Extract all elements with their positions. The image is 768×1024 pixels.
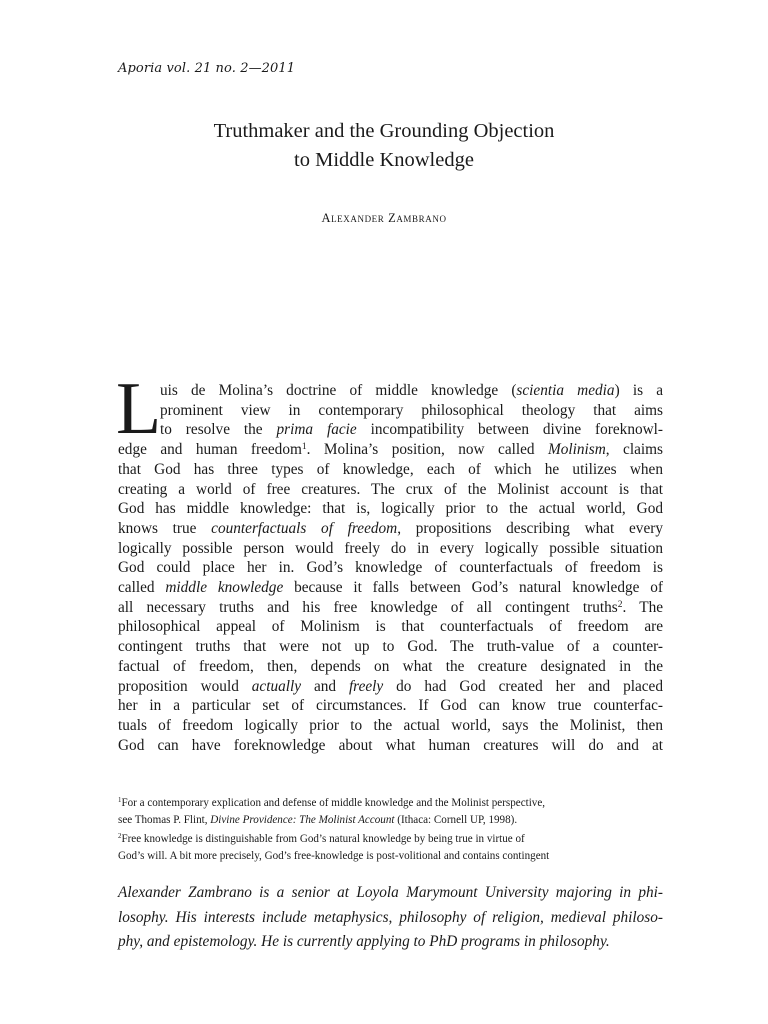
body-line: edge and human freedom$^1$. Molina’s position, now called Molinism, claims — [118, 441, 663, 459]
author-bio — [118, 881, 663, 955]
body-line: uis de Molina’s doctrine of middle knowledge (scientia media) is a — [160, 382, 663, 399]
drop-cap: L — [116, 368, 162, 450]
body-line: philosophical appeal of Molinism is that counterfactuals of freedom are — [118, 618, 663, 636]
body-line: factual of freedom, then, depends on what the creature designated in the — [118, 657, 663, 675]
footnote-text: God’s will. A bit more precisely, God’s free-knowledge is post-volitional and contains contingent — [118, 849, 550, 862]
footnote-marker: 2 — [118, 833, 122, 841]
body-line: called middle knowledge because it falls between God’s natural knowledge of — [118, 579, 664, 597]
footnotes — [118, 795, 663, 867]
body-line: prominent view in contemporary philosophical theology that aims — [160, 401, 663, 419]
body-line: creating a world of free creatures. The crux of the Molinist account is that — [118, 480, 663, 498]
body-line: all necessary truths and his free knowledge of all contingent truths$^2$. The — [118, 598, 664, 616]
footnote-text: Free knowledge is distinguishable from God’s natural knowledge by being true in virtue of — [121, 833, 525, 845]
body-text — [118, 381, 663, 755]
body-line: tuals of freedom logically prior to the actual world, says the Molinist, then — [118, 716, 663, 734]
body-line: God could place her in. God’s knowledge of counterfactuals of freedom is — [118, 559, 663, 577]
body-line: God can have foreknowledge about what human creatures will do and at — [118, 736, 663, 754]
bio-line: phy, and epistemology. He is currently applying to PhD programs in philosophy. — [118, 933, 610, 951]
author-name: Alexander Zambrano — [321, 211, 447, 225]
title-line-2: to Middle Knowledge — [294, 149, 474, 171]
body-line: logically possible person would freely do in every logically possible situation — [118, 539, 663, 557]
footnote-2 — [118, 831, 663, 864]
body-line: God has middle knowledge: that is, logically prior to the actual world, God — [118, 500, 663, 518]
body-line: that God has three types of knowledge, each of which he utilizes when — [118, 460, 663, 478]
body-line: to resolve the prima facie incompatibility between divine foreknowl- — [160, 421, 664, 439]
body-line: contingent truths that were not up to God. The truth-value of a counter- — [118, 638, 663, 656]
body-line: knows true counterfactuals of freedom, propositions describing what every — [118, 519, 663, 537]
bio-line: losophy. His interests include metaphysics, philosophy of religion, medieval philoso- — [118, 908, 663, 926]
title-line-1: Truthmaker and the Grounding Objection — [213, 120, 555, 142]
article-title — [0, 117, 768, 175]
footnote-text: For a contemporary explication and defense of middle knowledge and the Molinist perspective, — [121, 797, 546, 809]
footnote-text: see Thomas P. Flint, Divine Providence: The Molinist Account (Ithaca: Cornell UP, 1998). — [118, 813, 518, 826]
bio-line: Alexander Zambrano is a senior at Loyola Marymount University majoring in phi- — [118, 884, 663, 901]
footnote-1 — [118, 795, 663, 828]
footnote-marker: 1 — [118, 797, 122, 805]
journal-citation: Aporia vol. 21 no. 2—2011 — [118, 61, 296, 76]
body-line: proposition would actually and freely do had God created her and placed — [118, 677, 663, 695]
body-line: her in a particular set of circumstances. If God can know true counterfac- — [118, 697, 663, 715]
